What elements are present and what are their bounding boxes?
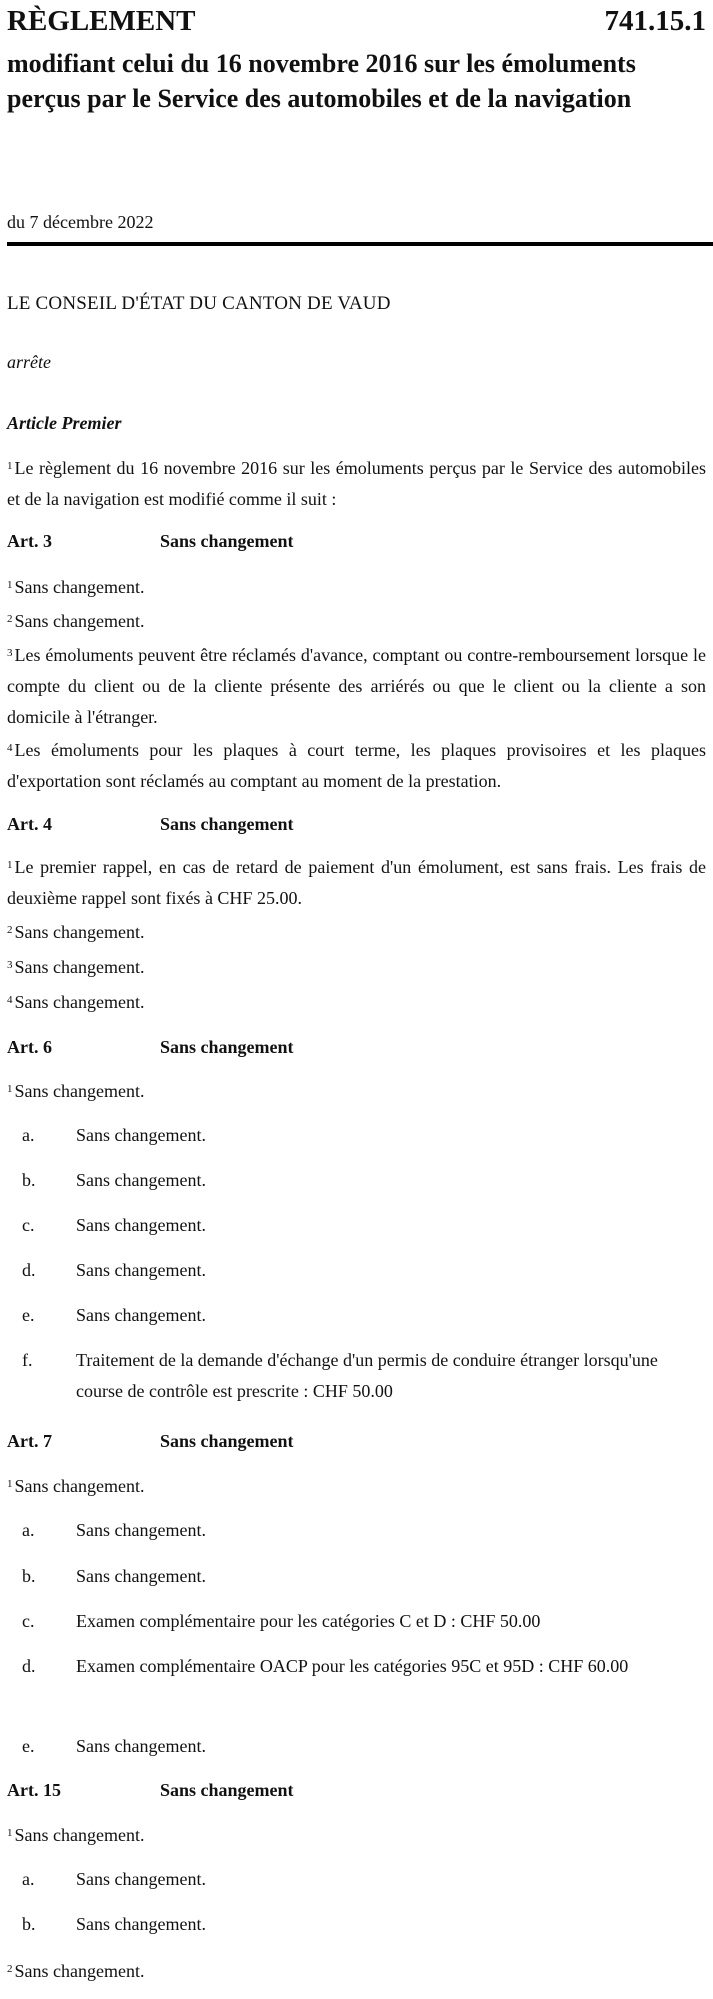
article-title: Sans changement [160, 1037, 294, 1057]
paragraph-number: 4 [7, 742, 13, 754]
paragraph-number: 2 [7, 613, 13, 625]
document-date: du 7 décembre 2022 [7, 212, 154, 232]
paragraph-text: Sans changement. [14, 611, 145, 631]
list-item-text: Sans changement. [76, 1305, 206, 1325]
paragraph-text: Le premier rappel, en cas de retard de paiement d'un émolument, est sans frais. Les frais de deuxième rappel sont fixés à CHF 25.00. [7, 857, 706, 908]
paragraph-number: 1 [7, 859, 13, 871]
article-heading [7, 1429, 294, 1453]
list-item-text: Sans changement. [76, 1520, 206, 1540]
list-item-text: Sans changement. [76, 1914, 206, 1934]
list-item-letter: d. [22, 1656, 36, 1676]
article-number: Art. 3 [7, 531, 52, 551]
list-item-letter: e. [22, 1736, 35, 1756]
paragraph-number: 2 [7, 1963, 13, 1975]
paragraph-text: Le règlement du 16 novembre 2016 sur les émoluments perçus par le Service des automobiles et de la navigation est modifié comme il suit : [7, 458, 706, 509]
article-premier-heading: Article Premier [7, 413, 122, 433]
list-item-letter: c. [22, 1611, 35, 1631]
paragraph [7, 572, 706, 603]
paragraph [7, 1076, 706, 1107]
list-item-text: Sans changement. [76, 1125, 206, 1145]
paragraph-text: Les émoluments pour les plaques à court terme, les plaques provisoires et les plaques d'exportation sont réclamés au comptant au moment de la prestation. [7, 740, 706, 791]
paragraph [7, 453, 706, 515]
paragraph-text: Les émoluments peuvent être réclamés d'avance, comptant ou contre-remboursement lorsque le compte du client ou de la cliente présente des arriérés ou que le client ou la cliente a son domicile à l'étranger. [7, 645, 706, 727]
paragraph-text: Sans changement. [14, 992, 145, 1012]
list-item-text: Examen complémentaire OACP pour les catégories 95C et 95D : CHF 60.00 [76, 1656, 629, 1676]
list-item-letter: d. [22, 1260, 36, 1280]
article-heading [7, 812, 294, 836]
paragraph-text: Sans changement. [14, 1081, 145, 1101]
issuing-authority: LE CONSEIL D'ÉTAT DU CANTON DE VAUD [7, 293, 391, 314]
paragraph-number: 2 [7, 924, 13, 936]
paragraph [7, 917, 706, 948]
article-heading [7, 1778, 294, 1802]
article-title: Sans changement [160, 1780, 294, 1800]
list-item-letter: b. [22, 1170, 36, 1190]
list-item-letter: b. [22, 1914, 36, 1934]
paragraph-number: 3 [7, 647, 13, 659]
article-number: Art. 15 [7, 1780, 61, 1800]
paragraph [7, 735, 706, 797]
paragraph-number: 1 [7, 1478, 13, 1490]
article-number: Art. 7 [7, 1431, 52, 1451]
article-number: Art. 6 [7, 1037, 52, 1057]
list-item-letter: a. [22, 1520, 35, 1540]
paragraph [7, 606, 706, 637]
paragraph [7, 1471, 706, 1502]
list-item-text: Examen complémentaire pour les catégories C et D : CHF 50.00 [76, 1611, 541, 1631]
paragraph [7, 987, 706, 1018]
document-code: 741.15.1 [604, 5, 706, 37]
paragraph-number: 1 [7, 460, 13, 472]
header-divider [7, 242, 713, 246]
paragraph [7, 640, 706, 733]
paragraph-number: 1 [7, 1083, 13, 1095]
paragraph-number: 1 [7, 579, 13, 591]
paragraph [7, 1956, 706, 1987]
arrete-label: arrête [7, 352, 51, 372]
paragraph-text: Sans changement. [14, 577, 145, 597]
document-type: RÈGLEMENT [7, 5, 196, 37]
paragraph-text: Sans changement. [14, 1476, 145, 1496]
list-item-text: Sans changement. [76, 1736, 206, 1756]
paragraph-text: Sans changement. [14, 1825, 145, 1845]
list-item-text: Sans changement. [76, 1566, 206, 1586]
paragraph-text: Sans changement. [14, 957, 145, 977]
article-heading [7, 1035, 294, 1059]
article-heading [7, 529, 294, 553]
paragraph-number: 4 [7, 994, 13, 1006]
list-item-letter: b. [22, 1566, 36, 1586]
list-item-text: Sans changement. [76, 1260, 206, 1280]
article-title: Sans changement [160, 1431, 294, 1451]
paragraph-text: Sans changement. [14, 922, 145, 942]
list-item-letter: a. [22, 1125, 35, 1145]
list-item-letter: c. [22, 1215, 35, 1235]
document-subtitle: modifiant celui du 16 novembre 2016 sur les émoluments perçus par le Service des automobiles et de la navigation [7, 49, 636, 113]
list-item-text: Sans changement. [76, 1170, 206, 1190]
article-title: Sans changement [160, 814, 294, 834]
list-item-letter: f. [22, 1350, 33, 1370]
article-number: Art. 4 [7, 814, 52, 834]
list-item-text: Sans changement. [76, 1869, 206, 1889]
article-title: Sans changement [160, 531, 294, 551]
paragraph [7, 852, 706, 914]
paragraph [7, 952, 706, 983]
paragraph-number: 1 [7, 1827, 13, 1839]
title-row [7, 4, 706, 38]
paragraph-text: Sans changement. [14, 1961, 145, 1981]
list-item-text: Traitement de la demande d'échange d'un permis de conduire étranger lorsqu'une course de contrôle est prescrite : CHF 50.00 [76, 1350, 658, 1401]
paragraph-number: 3 [7, 959, 13, 971]
paragraph [7, 1820, 706, 1851]
list-item-letter: e. [22, 1305, 35, 1325]
list-item-text: Sans changement. [76, 1215, 206, 1235]
list-item-letter: a. [22, 1869, 35, 1889]
